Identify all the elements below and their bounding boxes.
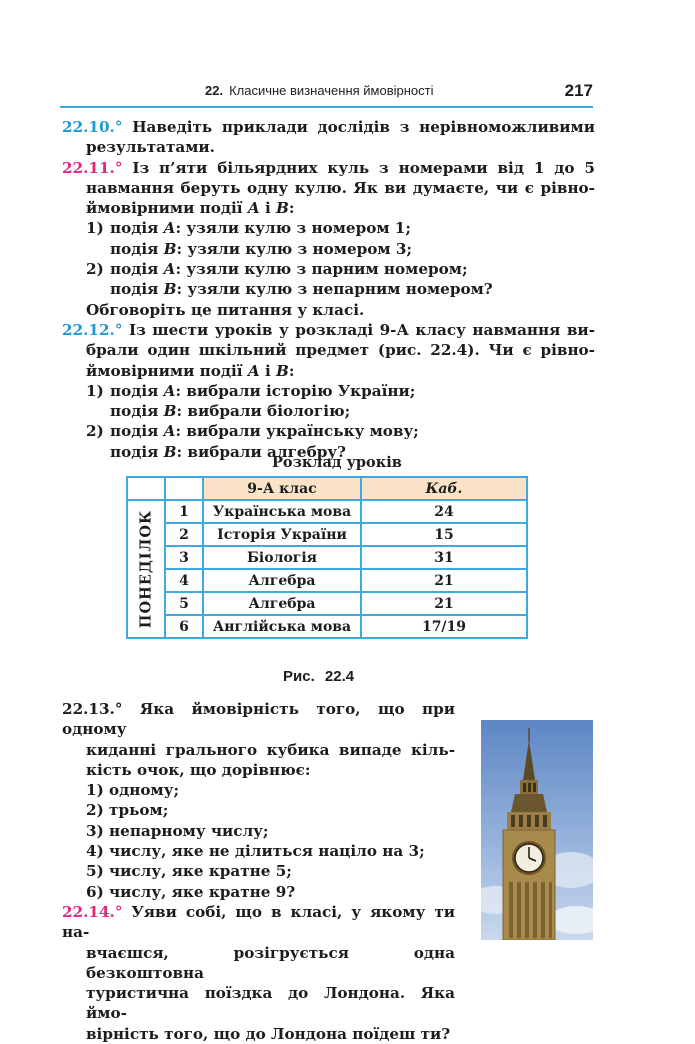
header-class: 9-А клас bbox=[203, 477, 361, 500]
exercise-text: Уяви собі, що в класі, у якому ти на- bbox=[62, 902, 455, 942]
exercise-text: Із п’яти більярдних куль з номерами від 1 до 5 bbox=[132, 158, 595, 177]
exercise-text: : bbox=[288, 361, 295, 380]
exercise-text: навмання беруть одну кулю. Як ви думаєте, чи є рівно- bbox=[86, 178, 595, 197]
var-a: A bbox=[163, 260, 176, 279]
figure-caption: Рис. 22.4 bbox=[283, 668, 355, 685]
table-header-row bbox=[127, 477, 527, 500]
subject-cell: Українська мова bbox=[203, 500, 361, 523]
exercise-22-14 bbox=[62, 902, 455, 1044]
subject-cell: Біологія bbox=[203, 546, 361, 569]
schedule-table bbox=[126, 476, 528, 639]
lesson-number: 1 bbox=[165, 500, 203, 523]
item-text: подія bbox=[110, 219, 159, 238]
item-label: 2) bbox=[86, 422, 104, 441]
var-a: A bbox=[247, 361, 260, 380]
table-title: Розклад уроків bbox=[272, 454, 402, 471]
page-number: 217 bbox=[564, 81, 593, 100]
section-heading bbox=[205, 83, 434, 98]
exercise-text: вірність того, що до Лондона поїдеш ти? bbox=[86, 1024, 451, 1043]
exercises-top bbox=[62, 117, 595, 462]
var-a: A bbox=[247, 199, 260, 218]
room-cell: 17/19 bbox=[361, 615, 527, 638]
page-header bbox=[60, 78, 593, 108]
item-text: : узяли кулю з непарним номером? bbox=[176, 280, 493, 299]
exercise-number: 22.13.° bbox=[62, 700, 123, 718]
item-text: : узяли кулю з номером 1; bbox=[175, 219, 411, 238]
table-row bbox=[127, 500, 527, 523]
exercise-text: Наведіть приклади дослідів з нерівноможливими bbox=[132, 118, 595, 136]
list-item: 6) числу, яке кратне 9? bbox=[86, 882, 296, 901]
subject-cell: Історія України bbox=[203, 523, 361, 546]
exercise-text: результатами. bbox=[86, 138, 215, 157]
item-text: подія bbox=[110, 442, 159, 461]
table-row bbox=[127, 592, 527, 615]
item-text: : вибрали українську мову; bbox=[175, 422, 419, 441]
exercise-22-13 bbox=[62, 699, 455, 902]
corner-cell bbox=[127, 477, 165, 500]
exercises-bottom bbox=[62, 699, 455, 1044]
exercise-text: Із шести уроків у розкладі 9-А класу навмання ви- bbox=[128, 320, 595, 339]
item-text: подія bbox=[110, 239, 159, 258]
exercise-text: киданні грального кубика випаде кіль- bbox=[86, 740, 455, 759]
item-text: подія bbox=[110, 402, 159, 421]
list-item: 5) числу, яке кратне 5; bbox=[86, 862, 292, 881]
subject-cell: Алгебра bbox=[203, 592, 361, 615]
item-text: : узяли кулю з номером 3; bbox=[176, 239, 413, 258]
var-a: A bbox=[163, 381, 176, 400]
item-text: : узяли кулю з парним номером; bbox=[175, 260, 468, 279]
subject-cell: Алгебра bbox=[203, 569, 361, 592]
var-b: B bbox=[163, 442, 177, 461]
exercise-text: і bbox=[264, 361, 271, 380]
room-cell: 21 bbox=[361, 569, 527, 592]
item-text: : вибрали біологію; bbox=[176, 402, 351, 421]
room-cell: 31 bbox=[361, 546, 527, 569]
exercise-text: ймовірними події bbox=[86, 199, 243, 218]
day-label: ПОНЕДІЛОК bbox=[137, 509, 155, 629]
exercise-text: : bbox=[288, 199, 295, 218]
lesson-number: 4 bbox=[165, 569, 203, 592]
item-text: : вибрали алгебру? bbox=[176, 442, 346, 461]
room-cell: 15 bbox=[361, 523, 527, 546]
item-text: подія bbox=[110, 381, 159, 400]
item-label: 2) bbox=[86, 260, 104, 279]
lesson-number: 2 bbox=[165, 523, 203, 546]
table-row bbox=[127, 523, 527, 546]
exercise-text: кість очок, що дорівнює: bbox=[86, 760, 311, 779]
exercise-22-10 bbox=[62, 117, 595, 158]
header-room: Каб. bbox=[361, 477, 527, 500]
exercise-number: 22.12.° bbox=[62, 320, 123, 339]
item-label: 1) bbox=[86, 219, 104, 238]
exercise-22-11 bbox=[62, 158, 595, 320]
var-b: B bbox=[163, 280, 177, 299]
item-text: подія bbox=[110, 260, 159, 279]
room-cell: 24 bbox=[361, 500, 527, 523]
exercise-number: 22.14.° bbox=[62, 902, 123, 921]
var-b: B bbox=[276, 199, 289, 218]
exercise-number: 22.10.° bbox=[62, 118, 123, 136]
item-text: : вибрали історію України; bbox=[175, 381, 416, 400]
var-a: A bbox=[163, 219, 176, 238]
exercise-text: Обговоріть це питання у класі. bbox=[86, 300, 365, 319]
exercise-text: туристична поїздка до Лондона. Яка ймо- bbox=[86, 984, 455, 1023]
table-row bbox=[127, 615, 527, 638]
item-text: подія bbox=[110, 422, 159, 441]
list-item: 2) трьом; bbox=[86, 801, 169, 820]
room-cell: 21 bbox=[361, 592, 527, 615]
exercise-text: вчаєшся, розігрується одна безкоштовна bbox=[86, 943, 455, 982]
item-label: 1) bbox=[86, 381, 104, 400]
exercise-text: Яка ймовірність того, що при одному bbox=[62, 700, 456, 739]
var-b: B bbox=[163, 402, 177, 421]
table-row bbox=[127, 569, 527, 592]
day-cell bbox=[127, 500, 165, 638]
item-text: подія bbox=[110, 280, 159, 299]
exercise-text: ймовірними події bbox=[86, 361, 243, 380]
section-title: Класичне визначення ймовірності bbox=[229, 83, 434, 98]
lesson-number: 3 bbox=[165, 546, 203, 569]
exercise-22-12 bbox=[62, 320, 595, 462]
list-item: 4) числу, яке не ділиться націло на 3; bbox=[86, 842, 425, 861]
var-a: A bbox=[163, 422, 176, 441]
var-b: B bbox=[276, 361, 289, 380]
corner-cell bbox=[165, 477, 203, 500]
list-item: 1) одному; bbox=[86, 781, 180, 800]
table-row bbox=[127, 546, 527, 569]
list-item: 3) непарному числу; bbox=[86, 821, 269, 840]
exercise-number: 22.11.° bbox=[62, 158, 123, 177]
exercise-text: брали один шкільний предмет (рис. 22.4). Чи є рівно- bbox=[86, 341, 595, 360]
lesson-number: 5 bbox=[165, 592, 203, 615]
big-ben-photo bbox=[481, 720, 593, 940]
exercise-text: і bbox=[264, 199, 271, 218]
section-number: 22. bbox=[205, 83, 224, 98]
subject-cell: Англійська мова bbox=[203, 615, 361, 638]
lesson-number: 6 bbox=[165, 615, 203, 638]
var-b: B bbox=[163, 239, 177, 258]
